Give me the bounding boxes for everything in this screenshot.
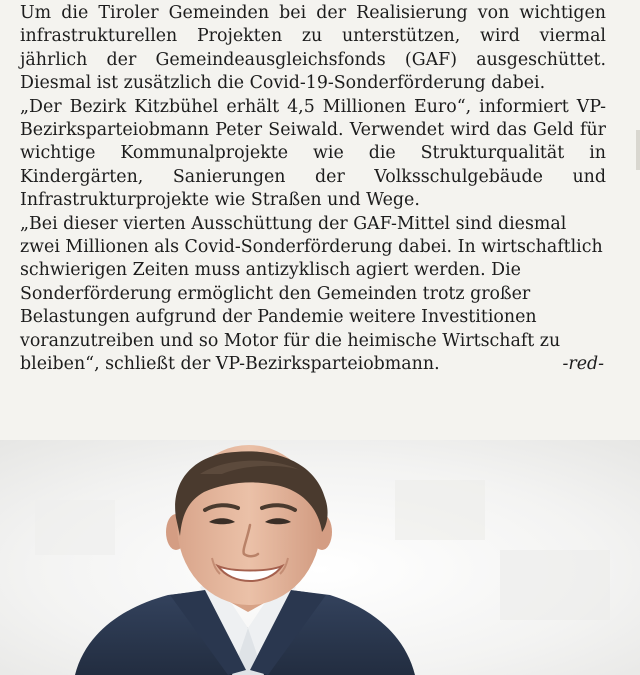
article-paragraph-1: Um die Tiroler Gemeinden bei der Realisierung von wichtigen infrastrukturellen Projekten zu unterstützen, wird viermal jährlich der Gemeindeausgleichsfonds (GAF) ausgeschüttet. Diesmal ist zusätzlich die Covid-19-Sonderförderung dabei. [20,3,606,94]
photo-background-grid-1 [395,480,485,540]
article-paragraph-3 [20,213,606,377]
article-paragraph-2: „Der Bezirk Kitzbühel erhält 4,5 Millionen Euro“, informiert VP-Bezirksparteiobmann Peter Seiwald. Verwendet wird das Geld für wichtige Kommunalprojekte wie die Strukturqualität in Kindergärten, Sanierungen der Volksschulgebäude und Infrastrukturprojekte wie Straßen und Wege. [20,96,606,211]
article-body [20,2,606,377]
page-edge-shadow [636,130,640,170]
portrait-photo [0,440,640,675]
article-paragraph-3-text: „Bei dieser vierten Ausschüttung der GAF-Mittel sind diesmal zwei Millionen als Covid-Sonderförderung dabei. In wirtschaftlich schwierigen Zeiten muss antizyklisch agiert werden. Die Sonderförderung ermöglicht den Gemeinden trotz großer Belastungen aufgrund der Pandemie weitere Investitionen voranzutreiben und so Motor für die heimische Wirtschaft zu bleiben“, schließt der VP-Bezirksparteiobmann. [20,213,603,375]
photo-background-grid-2 [500,550,610,620]
photo-background-grid-3 [35,500,115,555]
author-signature: -red- [562,354,604,375]
